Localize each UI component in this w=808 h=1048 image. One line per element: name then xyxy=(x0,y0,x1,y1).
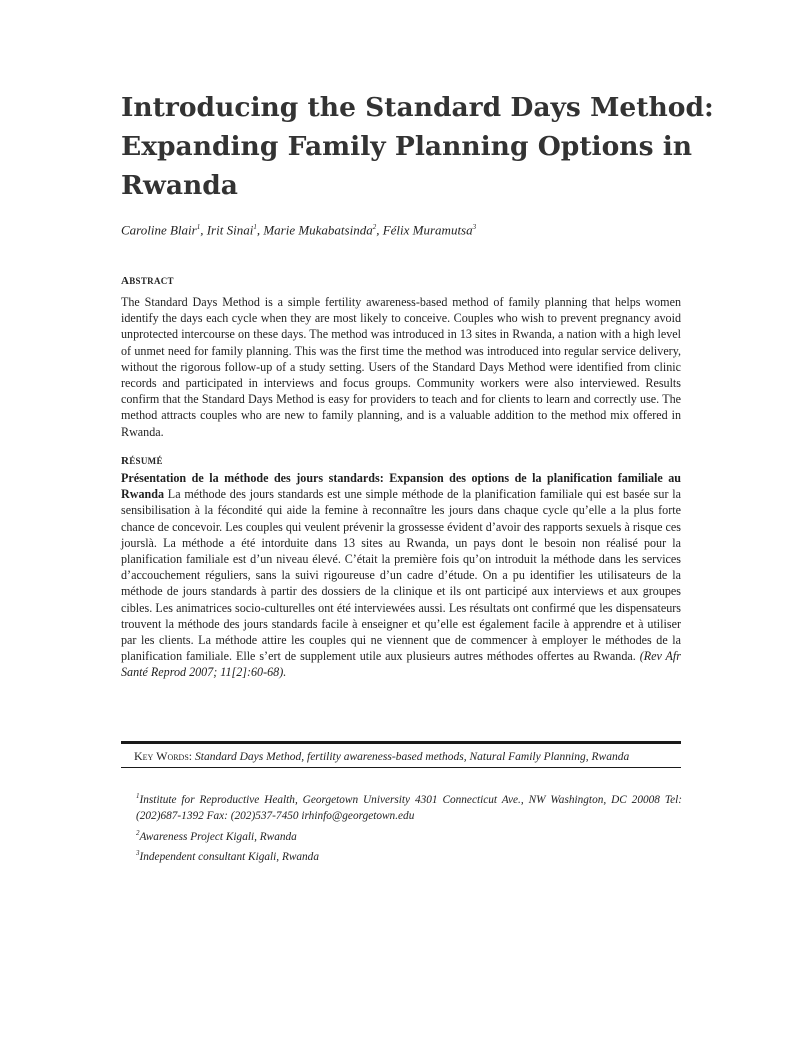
footnote-marker: 1 xyxy=(136,792,140,800)
resume-heading xyxy=(121,455,163,467)
footnote-text: Awareness Project Kigali, Rwanda xyxy=(139,830,297,843)
abstract-heading-rest: BSTRACT xyxy=(129,276,174,286)
footnote-text: Independent consultant Kigali, Rwanda xyxy=(139,850,319,863)
resume-heading-rest: ÉSUMÉ xyxy=(129,456,163,466)
author-name: Irit Sinai xyxy=(206,222,254,238)
author-name: Marie Mukabatsinda xyxy=(263,222,373,238)
author-list: Caroline Blair$^1$, Irit Sinai$^1$, Marie Mukabatsinda$^2$, Félix Muramutsa$^3$ xyxy=(121,222,477,238)
author-affiliation-marker: 1 xyxy=(253,223,257,231)
paper-title: Introducing the Standard Days Method: Expanding Family Planning Options in Rwanda xyxy=(121,92,714,201)
footnote-marker: 2 xyxy=(136,828,140,837)
abstract-heading xyxy=(121,275,174,287)
author-affiliation-marker: 3 xyxy=(472,223,477,231)
author-affiliation-marker: 2 xyxy=(372,223,377,231)
footnote-3 xyxy=(136,845,682,865)
footnote-text: Institute for Reproductive Health, Georgetown University 4301 Connecticut Ave., NW Washington, DC 20008 Tel: (202)687-1392 Fax: (202)537-7450 irhinfo@georgetown.edu xyxy=(136,793,682,823)
abstract-text: The Standard Days Method is a simple fertility awareness-based method of family planning that helps women identify the days each cycle when they are most likely to conceive. Couples who wish to prevent pregnancy avoid unprotected intercourse on these days. The method was introduced in 13 sites in Rwanda, a nation with a high level of unmet need for family planning. This was the first time the method was introduced into regular service delivery, without the rigorous follow-up of a study setting. Users of the Standard Days Method were identified from clinic records and participated in interviews and focus groups. Community workers were also interviewed. Results confirm that the Standard Days Method is easy for providers to teach and for clients to learn and correctly use. The method attracts couples who are new to family planning, and is a valuable addition to the method mix offered in Rwanda. xyxy=(121,295,681,439)
keywords-line xyxy=(134,749,674,764)
abstract-heading-cap: A xyxy=(121,275,130,287)
resume-body: La méthode des jours standards est une simple méthode de la planification familiale qui est basée sur la sensibilisation à la fécondité qui aide la femine à reconnaître les jours dans chaque cycle qu’elle a la plus forte chance de concevoir. Les couples qui veulent prévenir la grossesse évident d’avoir des rapports sexuels à risque ces jourslà. La méthode a été intorduite dans 13 sites au Rwanda, un pays dont le besoin non réalisé pour la planification familiale est d’un niveau élevé. C’était la première fois qu’on introduit la méthode dans les services d’accouchement réguliers, sans la suivi rigoureuse d’un cadre d’étude. On a pu identifier les utilisateurs de la méthode de jours standards à partir des dossiers de la clinique et ils ont participé aux interviews et aux groupes cibles. Les animatrices socio-culturelles ont été interviewées aussi. Les résultats ont confirmé que les dispensateurs trouvent la méthode des jours standards facile à enseigner et qu’elle est également facile à apprendre et à utiliser par les clients. La méthode attire les couples qui ne viennent que de commencer à employer le méthodes de la planification familiale. Elle s’ert de supplement utile aux plusieurs autres méthodes offertes au Rwanda. xyxy=(121,487,681,664)
keywords-label: Key Words: xyxy=(134,749,193,763)
affiliation-footnotes xyxy=(136,788,682,865)
author-affiliation-marker: 1 xyxy=(196,223,201,231)
author-name: Caroline Blair xyxy=(121,222,197,238)
resume-citation: (Rev Afr Santé Reprod 2007; 11[2]:60-68). xyxy=(121,649,681,680)
footnote-2 xyxy=(136,825,682,845)
author-name: Félix Muramutsa xyxy=(382,222,473,238)
resume-text xyxy=(121,470,681,681)
resume-title: Présentation de la méthode des jours standards: Expansion des options de la planification familiale au Rwanda xyxy=(121,471,681,502)
resume-heading-cap: R xyxy=(121,455,130,467)
keywords-rule-top xyxy=(121,741,681,744)
keywords-rule-bottom xyxy=(121,767,681,768)
keywords-list: Standard Days Method, fertility awareness-based methods, Natural Family Planning, Rwanda xyxy=(195,751,630,763)
footnote-marker: 3 xyxy=(136,849,140,858)
footnote-1 xyxy=(136,788,682,825)
